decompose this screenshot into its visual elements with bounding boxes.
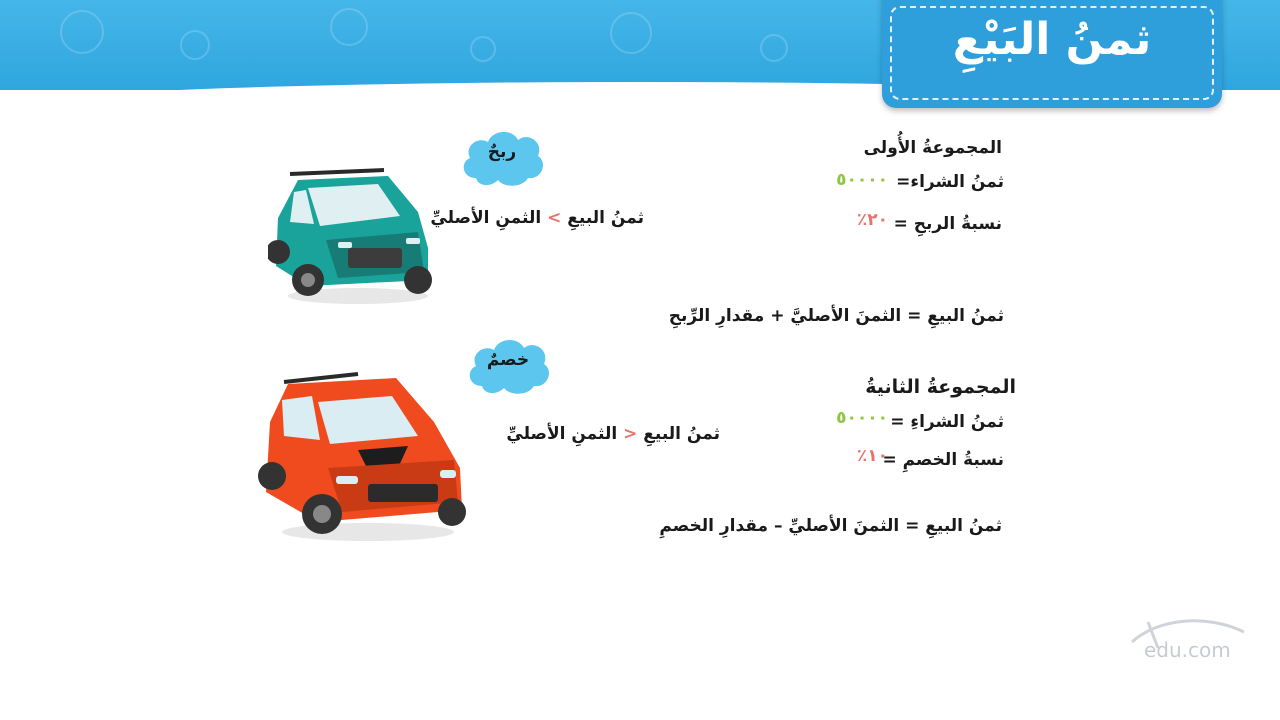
formula-part-a: ثمنُ البيعِ = (907, 306, 1004, 326)
group2-formula: ثمنُ البيعِ = الثمنَ الأصليِّ – مقدارِ الخصمِ (659, 516, 1002, 536)
comparison-sign: > (547, 208, 562, 228)
group2-rate-label: نسبةُ الخصمِ = (882, 450, 1004, 470)
formula-op: + (770, 306, 785, 326)
comparison-right: الثمنِ الأصليِّ (430, 208, 542, 228)
title-tab (882, 0, 1222, 108)
group2-heading: المجموعةُ الثانيةُ (865, 376, 1016, 398)
group2-purchase-value: ٥٠٠٠٠ (836, 408, 888, 428)
brand-logo (1128, 612, 1248, 682)
group1-comparison (430, 208, 644, 228)
group1-heading: المجموعةُ الأُولى (863, 138, 1002, 158)
group1-rate-label: نسبةُ الربحِ = (893, 214, 1002, 234)
group1-purchase-value: ٥٠٠٠٠ (836, 170, 888, 190)
profit-label: ربحٌ (487, 142, 517, 162)
group2-purchase-label: ثمنُ الشراءِ = (890, 412, 1004, 432)
orange-car-icon (258, 372, 468, 544)
discount-cloud (462, 330, 554, 398)
formula-part-c: مقدارِ الرِّبحِ (668, 306, 765, 326)
formula-part-b: الثمنَ الأصليَّ (790, 306, 902, 326)
group1-formula (669, 306, 1004, 326)
profit-cloud (456, 122, 548, 190)
comparison-left: ثمنُ البيعِ (643, 424, 720, 444)
group2-rate-value: ١٠٪ (856, 446, 888, 466)
group2-comparison (506, 424, 720, 444)
group1-rate-value: ٢٠٪ (856, 210, 888, 230)
comparison-right: الثمنِ الأصليِّ (506, 424, 618, 444)
teal-car-icon (268, 168, 438, 308)
comparison-sign: < (623, 424, 638, 444)
comparison-left: ثمنُ البيعِ (567, 208, 644, 228)
logo-text: edu.com (1144, 638, 1231, 662)
discount-label: خصمٌ (486, 350, 530, 370)
page-title: ثمنُ البَيْعِ (952, 14, 1152, 65)
group1-purchase-label: ثمنُ الشراء= (896, 172, 1004, 192)
